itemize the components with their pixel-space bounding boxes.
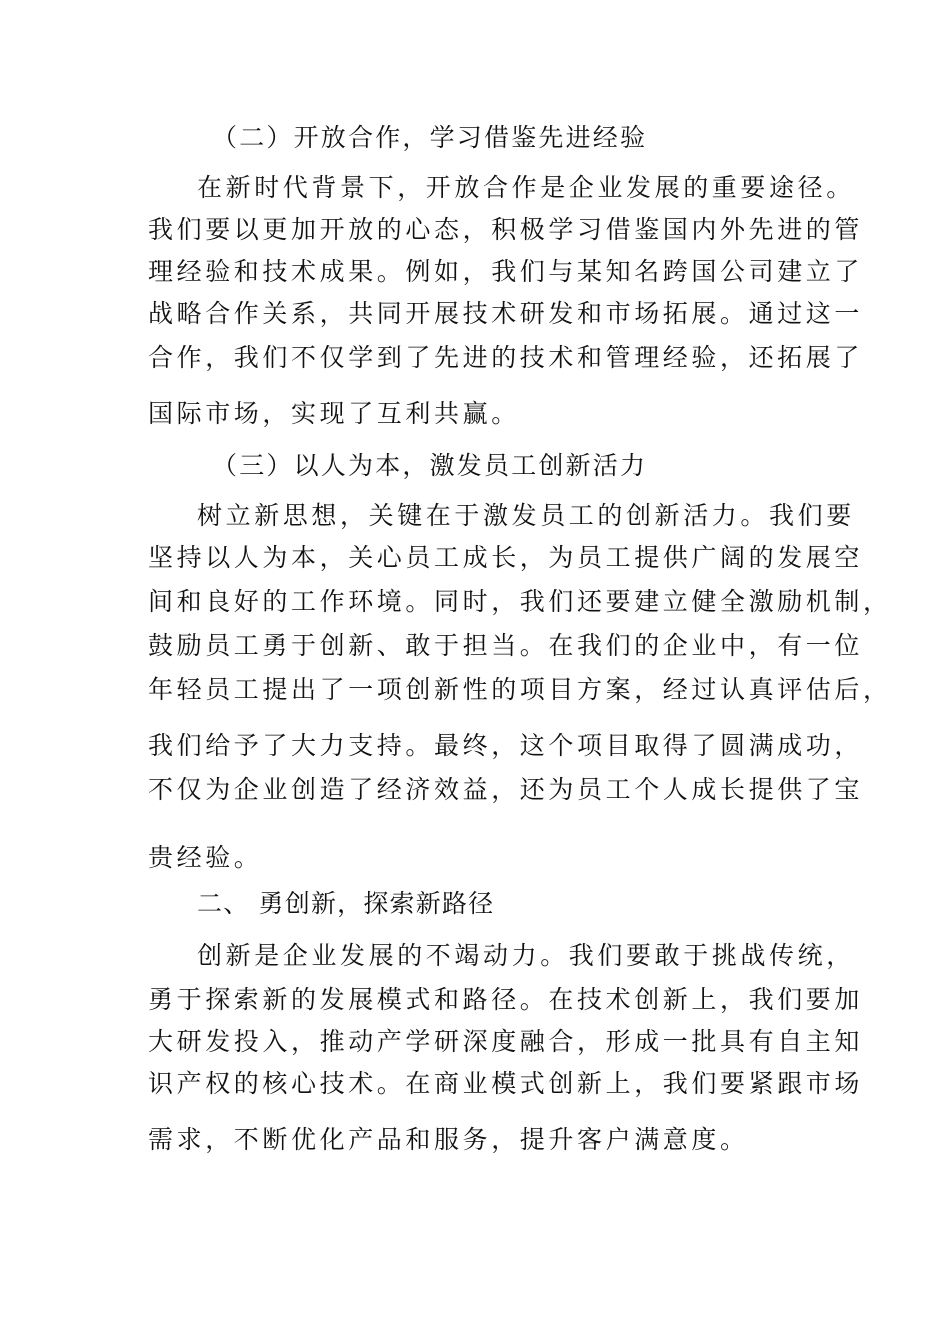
- paragraph-line: 理经验和技术成果。例如，我们与某知名跨国公司建立了: [148, 257, 864, 286]
- paragraph-line: 树立新思想，关键在于激发员工的创新活力。我们要: [197, 501, 855, 530]
- paragraph-line: 间和良好的工作环境。同时，我们还要建立健全激励机制，: [148, 587, 892, 616]
- paragraph-line: 大研发投入，推动产学研深度融合，形成一批具有自主知: [148, 1027, 864, 1056]
- paragraph-line: 不仅为企业创造了经济效益，还为员工个人成长提供了宝: [148, 775, 864, 804]
- paragraph-line: 创新是企业发展的不竭动力。我们要敢于挑战传统，: [197, 941, 855, 970]
- section-heading-innovation: 二、 勇创新，探索新路径: [197, 889, 495, 918]
- paragraph-line: 我们要以更加开放的心态，积极学习借鉴国内外先进的管: [148, 215, 864, 244]
- paragraph-line: 我们给予了大力支持。最终，这个项目取得了圆满成功，: [148, 731, 864, 760]
- paragraph-line: 合作，我们不仅学到了先进的技术和管理经验，还拓展了: [148, 343, 864, 372]
- paragraph-line: 战略合作关系，共同开展技术研发和市场拓展。通过这一: [148, 299, 864, 328]
- paragraph-line: 贵经验。: [148, 843, 263, 872]
- paragraph-line: 勇于探索新的发展模式和路径。在技术创新上，我们要加: [148, 985, 864, 1014]
- section-heading-open-cooperation: （二）开放合作，学习借鉴先进经验: [212, 123, 648, 152]
- section-heading-people-oriented: （三）以人为本，激发员工创新活力: [212, 451, 648, 480]
- paragraph-line: 需求，不断优化产品和服务，提升客户满意度。: [148, 1125, 749, 1154]
- paragraph-line: 坚持以人为本，关心员工成长，为员工提供广阔的发展空: [148, 543, 864, 572]
- paragraph-line: 年轻员工提出了一项创新性的项目方案，经过认真评估后，: [148, 675, 892, 704]
- paragraph-line: 识产权的核心技术。在商业模式创新上，我们要紧跟市场: [148, 1069, 864, 1098]
- paragraph-line: 在新时代背景下，开放合作是企业发展的重要途径。: [197, 173, 855, 202]
- paragraph-line: 鼓励员工勇于创新、敢于担当。在我们的企业中，有一位: [148, 631, 864, 660]
- paragraph-line: 国际市场，实现了互利共赢。: [148, 399, 520, 428]
